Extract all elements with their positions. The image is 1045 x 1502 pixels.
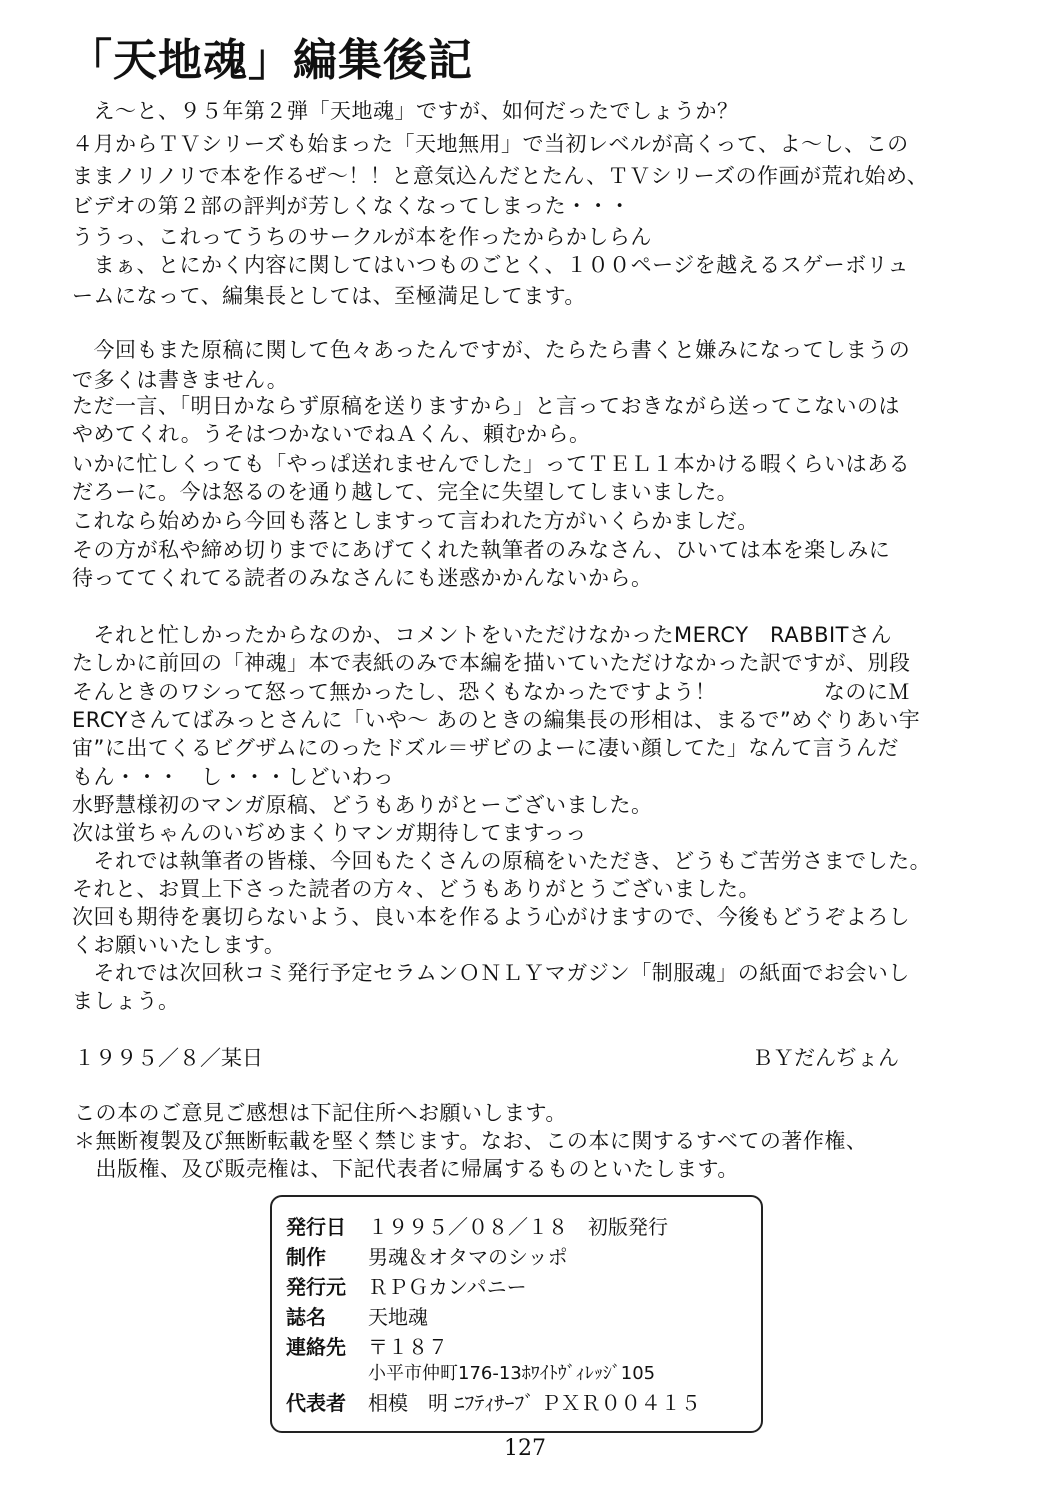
body-line: もん・・・ し・・・しどいわっ	[72, 765, 395, 789]
signature: ＢＹだんぢょん	[752, 1046, 899, 1070]
notice-line: ＊無断複製及び無断転載を堅く禁じます。なお、この本に関するすべての著作権、	[74, 1129, 868, 1153]
body-line: ただ一言、「明日かならず原稿を送りますから」と言っておきながら送ってこないのは	[72, 394, 900, 418]
colophon-value: ＲＰＧカンパニー	[368, 1275, 527, 1299]
colophon-row-contact	[286, 1331, 448, 1360]
body-line: ビデオの第２部の評判が芳しくなくなってしまった・・・	[72, 194, 631, 218]
colophon-box	[270, 1195, 763, 1433]
colophon-address: 小平市仲町176-13ﾎﾜｲﾄｳﾞｨﾚｯｼﾞ105	[368, 1363, 656, 1384]
body-line: 今回もまた原稿に関して色々あったんですが、たらたら書くと嫌みになってしまうの	[72, 338, 911, 362]
body-line: え～と、９５年第２弾「天地魂」ですが、如何だったでしょうか？	[72, 99, 739, 123]
body-line: それと忙しかったからなのか、コメントをいただけなかったMERCY RABBITさん	[72, 623, 892, 647]
body-line: 水野慧様初のマンガ原稿、どうもありがとーございました。	[72, 793, 653, 817]
colophon-label: 発行日	[286, 1215, 346, 1239]
colophon-value: 〒１８７	[368, 1335, 448, 1359]
body-line: 次回も期待を裏切らないよう、良い本を作るよう心がけますので、今後もどうぞよろし	[72, 905, 911, 929]
body-line: 待っててくれてる読者のみなさんにも迷惑かかんないから。	[72, 566, 653, 590]
colophon-label: 連絡先	[286, 1335, 346, 1359]
colophon-value: 相模 明 ﾆﾌﾃｨｻｰﾌﾞ ＰＸＲ００４１５	[368, 1391, 701, 1415]
colophon-row-magazine	[286, 1301, 428, 1330]
body-line: それでは執筆者の皆様、今回もたくさんの原稿をいただき、どうもご苦労さまでした。	[72, 849, 932, 873]
body-line: それと、お買上下さった読者の方々、どうもありがとうございました。	[72, 877, 760, 901]
body-line: くお願いいたします。	[72, 933, 286, 957]
body-line: たしかに前回の「神魂」本で表紙のみで本編を描いていただけなかった訳ですが、別段	[72, 651, 911, 675]
colophon-row-publisher	[286, 1271, 527, 1300]
colophon-row-issue-date	[286, 1211, 668, 1240]
body-line: いかに忙しくっても「やっぱ送れませんでした」ってＴＥＬ１本かける暇くらいはある	[72, 452, 911, 476]
body-line: だろーに。今は怒るのを通り越して、完全に失望してしまいました。	[72, 480, 739, 504]
colophon-label: 制作	[286, 1245, 326, 1269]
body-line: ４月からＴＶシリーズも始まった「天地無用」で当初レベルが高くって、よ～し、この	[72, 132, 909, 156]
body-line: で多くは書きません。	[72, 368, 289, 392]
body-line: それでは次回秋コミ発行予定セラムンＯＮＬＹマガジン「制服魂」の紙面でお会いし	[72, 961, 910, 985]
body-line: やめてくれ。うそはつかないでねＡくん、頼むから。	[72, 422, 591, 446]
page-number: 127	[504, 1436, 546, 1461]
colophon-value: 男魂＆オタマのシッポ	[368, 1245, 568, 1269]
notice-line: 出版権、及び販売権は、下記代表者に帰属するものといたします。	[74, 1157, 739, 1181]
date-line: １９９５／８／某日	[74, 1046, 263, 1070]
body-line: ましょう。	[72, 989, 180, 1013]
colophon-label: 誌名	[286, 1305, 326, 1329]
body-line: ームになって、編集長としては、至極満足してます。	[72, 284, 586, 308]
page-title: 「天地魂」編集後記	[68, 35, 473, 86]
body-line: これなら始めから今回も落としますって言われた方がいくらかましだ。	[72, 509, 759, 533]
body-line: そんときのワシって怒って無かったし、恐くもなかったですよう！ なのにＭ	[72, 680, 910, 704]
colophon-label: 発行元	[286, 1275, 346, 1299]
body-line: ううっ、これってうちのサークルが本を作ったからかしらん	[72, 225, 652, 249]
colophon-value: １９９５／０８／１８ 初版発行	[368, 1215, 668, 1239]
colophon-row-representative	[286, 1387, 701, 1416]
body-line: ままノリノリで本を作るぜ～！！と意気込んだとたん、ＴＶシリーズの作画が荒れ始め、	[72, 164, 929, 188]
colophon-label: 代表者	[286, 1391, 346, 1415]
body-line: その方が私や締め切りまでにあげてくれた執筆者のみなさん、ひいては本を楽しみに	[72, 538, 891, 562]
body-line: 次は蛍ちゃんのいぢめまくりマンガ期待してますっっ	[72, 821, 587, 845]
body-line: まぁ、とにかく内容に関してはいつものごとく、１００ページを越えるスゲーボリュ	[72, 253, 910, 277]
body-line: 宙”に出てくるビグザムにのったドズル＝ザビのよーに凄い顔してた」なんて言うんだ	[72, 736, 899, 760]
body-line: ERCYさんてばみっとさんに「いや～ あのときの編集長の形相は、まるで”めぐりあい宇	[72, 708, 921, 732]
colophon-row-production	[286, 1241, 568, 1270]
colophon-value: 天地魂	[368, 1305, 428, 1329]
notice-line: この本のご意見ご感想は下記住所へお願いします。	[74, 1101, 567, 1125]
